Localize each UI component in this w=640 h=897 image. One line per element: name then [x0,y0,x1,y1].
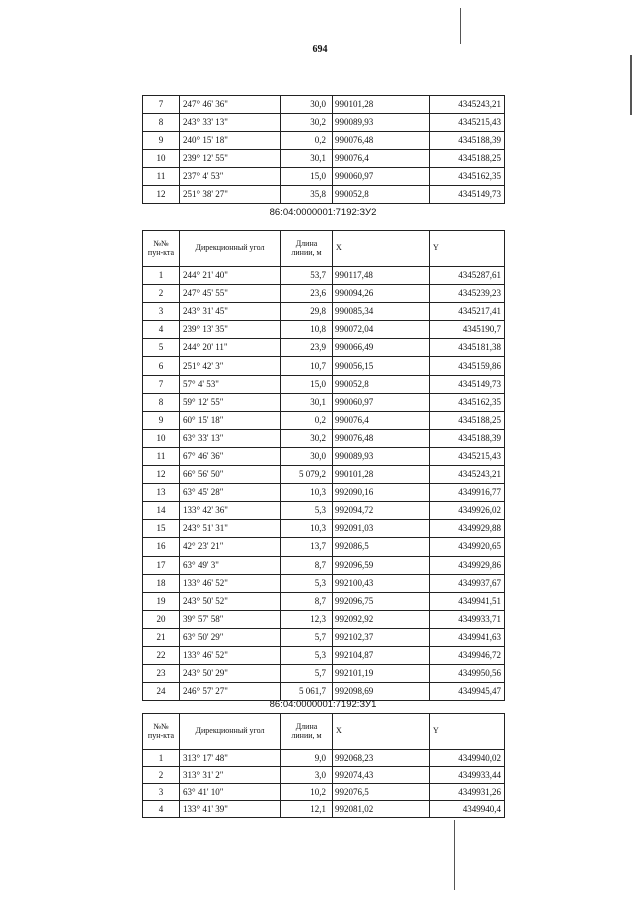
table-row [143,393,505,411]
line-length-cell: 30,0 [281,96,333,114]
direction-angle-cell: 133° 41' 39" [180,801,281,818]
line-length-cell: 3,0 [281,767,333,784]
point-number-cell: 1 [143,267,180,285]
table-row [143,592,505,610]
section-caption-zu2: 86:04:0000001:7192:ЗУ2 [269,207,377,218]
y-coordinate-cell: 4345188,25 [430,411,505,429]
coordinates-table-continued [142,95,505,204]
line-length-cell: 5,3 [281,574,333,592]
line-length-cell: 30,1 [281,150,333,168]
direction-angle-cell: 240° 15' 18" [180,132,281,150]
y-coordinate-cell: 4349941,51 [430,592,505,610]
point-number-cell: 11 [143,168,180,186]
direction-angle-cell: 133° 42' 36" [180,502,281,520]
x-coordinate-cell: 990066,49 [333,339,430,357]
table-row [143,556,505,574]
page-number: 694 [312,44,328,55]
direction-angle-cell: 247° 45' 55" [180,285,281,303]
line-length-cell: 10,7 [281,357,333,375]
x-coordinate-cell: 992104,87 [333,646,430,664]
x-coordinate-cell: 990060,97 [333,168,430,186]
point-number-cell: 7 [143,375,180,393]
line-length-cell: 5,3 [281,502,333,520]
direction-angle-cell: 63° 41' 10" [180,784,281,801]
x-coordinate-cell: 992086,5 [333,538,430,556]
table-header-row [143,714,505,750]
section-caption-zu1: 86:04:0000001:7192:ЗУ1 [269,699,377,710]
line-length-cell: 29,8 [281,303,333,321]
line-length-cell: 23,9 [281,339,333,357]
y-coordinate-cell: 4349946,72 [430,646,505,664]
table-row [143,114,505,132]
table-row [143,767,505,784]
x-coordinate-cell: 992074,43 [333,767,430,784]
header-y: Y [430,714,505,750]
y-coordinate-cell: 4349920,65 [430,538,505,556]
point-number-cell: 16 [143,538,180,556]
line-length-cell: 8,7 [281,592,333,610]
line-length-cell: 5 061,7 [281,683,333,701]
table-row [143,628,505,646]
table-header-row [143,231,505,267]
direction-angle-cell: 57° 4' 53" [180,375,281,393]
y-coordinate-cell: 4345215,43 [430,447,505,465]
y-coordinate-cell: 4349933,71 [430,610,505,628]
y-coordinate-cell: 4345181,38 [430,339,505,357]
y-coordinate-cell: 4345243,21 [430,96,505,114]
x-coordinate-cell: 990052,8 [333,186,430,204]
table-row [143,538,505,556]
table-row [143,784,505,801]
table-row [143,96,505,114]
table-row [143,520,505,538]
direction-angle-cell: 243° 50' 52" [180,592,281,610]
line-length-cell: 10,3 [281,484,333,502]
point-number-cell: 2 [143,767,180,784]
point-number-cell: 9 [143,132,180,150]
line-length-cell: 12,1 [281,801,333,818]
direction-angle-cell: 39° 57' 58" [180,610,281,628]
header-line-length: Длина линии, м [281,714,333,750]
table-row [143,321,505,339]
table-row [143,267,505,285]
table-row [143,132,505,150]
y-coordinate-cell: 4349931,26 [430,784,505,801]
table-row [143,466,505,484]
x-coordinate-cell: 990056,15 [333,357,430,375]
y-coordinate-cell: 4349926,02 [430,502,505,520]
x-coordinate-cell: 992076,5 [333,784,430,801]
direction-angle-cell: 63° 45' 28" [180,484,281,502]
direction-angle-cell: 247° 46' 36" [180,96,281,114]
direction-angle-cell: 244° 20' 11" [180,339,281,357]
header-y: Y [430,231,505,267]
direction-angle-cell: 59° 12' 55" [180,393,281,411]
point-number-cell: 22 [143,646,180,664]
table-row [143,168,505,186]
direction-angle-cell: 133° 46' 52" [180,574,281,592]
direction-angle-cell: 251° 38' 27" [180,186,281,204]
line-length-cell: 0,2 [281,132,333,150]
x-coordinate-cell: 992092,92 [333,610,430,628]
table-row [143,375,505,393]
direction-angle-cell: 63° 49' 3" [180,556,281,574]
table-row [143,357,505,375]
x-coordinate-cell: 992091,03 [333,520,430,538]
direction-angle-cell: 237° 4' 53" [180,168,281,186]
point-number-cell: 15 [143,520,180,538]
direction-angle-cell: 133° 46' 52" [180,646,281,664]
coordinates-table-zu2 [142,230,505,701]
y-coordinate-cell: 4345188,39 [430,132,505,150]
line-length-cell: 13,7 [281,538,333,556]
point-number-cell: 2 [143,285,180,303]
point-number-cell: 9 [143,411,180,429]
y-coordinate-cell: 4349929,86 [430,556,505,574]
header-direction-angle: Дирекционный угол [180,231,281,267]
line-length-cell: 10,8 [281,321,333,339]
table-row [143,150,505,168]
scan-mark-top [460,8,461,44]
direction-angle-cell: 239° 12' 55" [180,150,281,168]
line-length-cell: 30,0 [281,447,333,465]
point-number-cell: 3 [143,784,180,801]
line-length-cell: 53,7 [281,267,333,285]
point-number-cell: 8 [143,393,180,411]
x-coordinate-cell: 990072,04 [333,321,430,339]
x-coordinate-cell: 990089,93 [333,114,430,132]
line-length-cell: 9,0 [281,750,333,767]
point-number-cell: 4 [143,321,180,339]
x-coordinate-cell: 990052,8 [333,375,430,393]
x-coordinate-cell: 990060,97 [333,393,430,411]
point-number-cell: 3 [143,303,180,321]
direction-angle-cell: 246° 57' 27" [180,683,281,701]
point-number-cell: 21 [143,628,180,646]
point-number-cell: 18 [143,574,180,592]
x-coordinate-cell: 990089,93 [333,447,430,465]
line-length-cell: 12,3 [281,610,333,628]
scan-mark-right [630,55,632,115]
line-length-cell: 30,2 [281,429,333,447]
y-coordinate-cell: 4349940,02 [430,750,505,767]
point-number-cell: 19 [143,592,180,610]
direction-angle-cell: 243° 51' 31" [180,520,281,538]
point-number-cell: 8 [143,114,180,132]
point-number-cell: 12 [143,466,180,484]
point-number-cell: 20 [143,610,180,628]
direction-angle-cell: 313° 31' 2" [180,767,281,784]
line-length-cell: 5,7 [281,628,333,646]
point-number-cell: 5 [143,339,180,357]
x-coordinate-cell: 990085,34 [333,303,430,321]
direction-angle-cell: 67° 46' 36" [180,447,281,465]
y-coordinate-cell: 4349937,67 [430,574,505,592]
coordinates-table-zu1-body [143,750,505,818]
x-coordinate-cell: 992094,72 [333,502,430,520]
line-length-cell: 15,0 [281,168,333,186]
header-line-length: Длина линии, м [281,231,333,267]
scan-mark-bottom [454,820,455,890]
coordinates-table-continued-body [143,96,505,204]
x-coordinate-cell: 990076,4 [333,411,430,429]
table-row [143,574,505,592]
y-coordinate-cell: 4349933,44 [430,767,505,784]
y-coordinate-cell: 4345217,41 [430,303,505,321]
line-length-cell: 5 079,2 [281,466,333,484]
line-length-cell: 5,3 [281,646,333,664]
coordinates-table-zu1 [142,713,505,818]
table-row [143,801,505,818]
direction-angle-cell: 63° 33' 13" [180,429,281,447]
point-number-cell: 4 [143,801,180,818]
direction-angle-cell: 66° 56' 50" [180,466,281,484]
line-length-cell: 30,1 [281,393,333,411]
y-coordinate-cell: 4345188,39 [430,429,505,447]
y-coordinate-cell: 4349929,88 [430,520,505,538]
y-coordinate-cell: 4345188,25 [430,150,505,168]
x-coordinate-cell: 992090,16 [333,484,430,502]
table-row [143,502,505,520]
coordinates-table-zu2-body [143,267,505,701]
x-coordinate-cell: 990101,28 [333,466,430,484]
direction-angle-cell: 60° 15' 18" [180,411,281,429]
x-coordinate-cell: 992101,19 [333,665,430,683]
y-coordinate-cell: 4349941,63 [430,628,505,646]
x-coordinate-cell: 992102,37 [333,628,430,646]
table-row [143,411,505,429]
point-number-cell: 23 [143,665,180,683]
x-coordinate-cell: 992096,59 [333,556,430,574]
point-number-cell: 14 [143,502,180,520]
line-length-cell: 23,6 [281,285,333,303]
direction-angle-cell: 251° 42' 3" [180,357,281,375]
direction-angle-cell: 244° 21' 40" [180,267,281,285]
point-number-cell: 12 [143,186,180,204]
x-coordinate-cell: 990076,4 [333,150,430,168]
point-number-cell: 13 [143,484,180,502]
table-row [143,186,505,204]
table-row [143,303,505,321]
line-length-cell: 30,2 [281,114,333,132]
direction-angle-cell: 63° 50' 29" [180,628,281,646]
header-point-number: №№ пун-кта [143,231,180,267]
point-number-cell: 6 [143,357,180,375]
x-coordinate-cell: 992081,02 [333,801,430,818]
direction-angle-cell: 243° 31' 45" [180,303,281,321]
y-coordinate-cell: 4345239,23 [430,285,505,303]
line-length-cell: 35,8 [281,186,333,204]
y-coordinate-cell: 4345287,61 [430,267,505,285]
line-length-cell: 8,7 [281,556,333,574]
x-coordinate-cell: 992068,23 [333,750,430,767]
point-number-cell: 24 [143,683,180,701]
point-number-cell: 10 [143,150,180,168]
direction-angle-cell: 42° 23' 21" [180,538,281,556]
y-coordinate-cell: 4345159,86 [430,357,505,375]
table-row [143,610,505,628]
table-row [143,339,505,357]
point-number-cell: 1 [143,750,180,767]
x-coordinate-cell: 992098,69 [333,683,430,701]
line-length-cell: 0,2 [281,411,333,429]
x-coordinate-cell: 992100,43 [333,574,430,592]
y-coordinate-cell: 4349916,77 [430,484,505,502]
y-coordinate-cell: 4349940,4 [430,801,505,818]
y-coordinate-cell: 4345162,35 [430,168,505,186]
point-number-cell: 11 [143,447,180,465]
x-coordinate-cell: 992096,75 [333,592,430,610]
x-coordinate-cell: 990076,48 [333,429,430,447]
y-coordinate-cell: 4345215,43 [430,114,505,132]
x-coordinate-cell: 990101,28 [333,96,430,114]
direction-angle-cell: 313° 17' 48" [180,750,281,767]
direction-angle-cell: 243° 50' 29" [180,665,281,683]
x-coordinate-cell: 990117,48 [333,267,430,285]
y-coordinate-cell: 4345243,21 [430,466,505,484]
table-row [143,484,505,502]
line-length-cell: 10,3 [281,520,333,538]
point-number-cell: 10 [143,429,180,447]
line-length-cell: 5,7 [281,665,333,683]
table-row [143,646,505,664]
header-point-number: №№ пун-кта [143,714,180,750]
x-coordinate-cell: 990094,26 [333,285,430,303]
y-coordinate-cell: 4345162,35 [430,393,505,411]
direction-angle-cell: 239° 13' 35" [180,321,281,339]
y-coordinate-cell: 4349945,47 [430,683,505,701]
y-coordinate-cell: 4345149,73 [430,375,505,393]
header-x: X [333,231,430,267]
y-coordinate-cell: 4345149,73 [430,186,505,204]
line-length-cell: 15,0 [281,375,333,393]
line-length-cell: 10,2 [281,784,333,801]
table-row [143,447,505,465]
y-coordinate-cell: 4349950,56 [430,665,505,683]
table-row [143,665,505,683]
point-number-cell: 17 [143,556,180,574]
header-direction-angle: Дирекционный угол [180,714,281,750]
table-row [143,285,505,303]
x-coordinate-cell: 990076,48 [333,132,430,150]
header-x: X [333,714,430,750]
direction-angle-cell: 243° 33' 13" [180,114,281,132]
point-number-cell: 7 [143,96,180,114]
table-row [143,750,505,767]
table-row [143,429,505,447]
y-coordinate-cell: 4345190,7 [430,321,505,339]
